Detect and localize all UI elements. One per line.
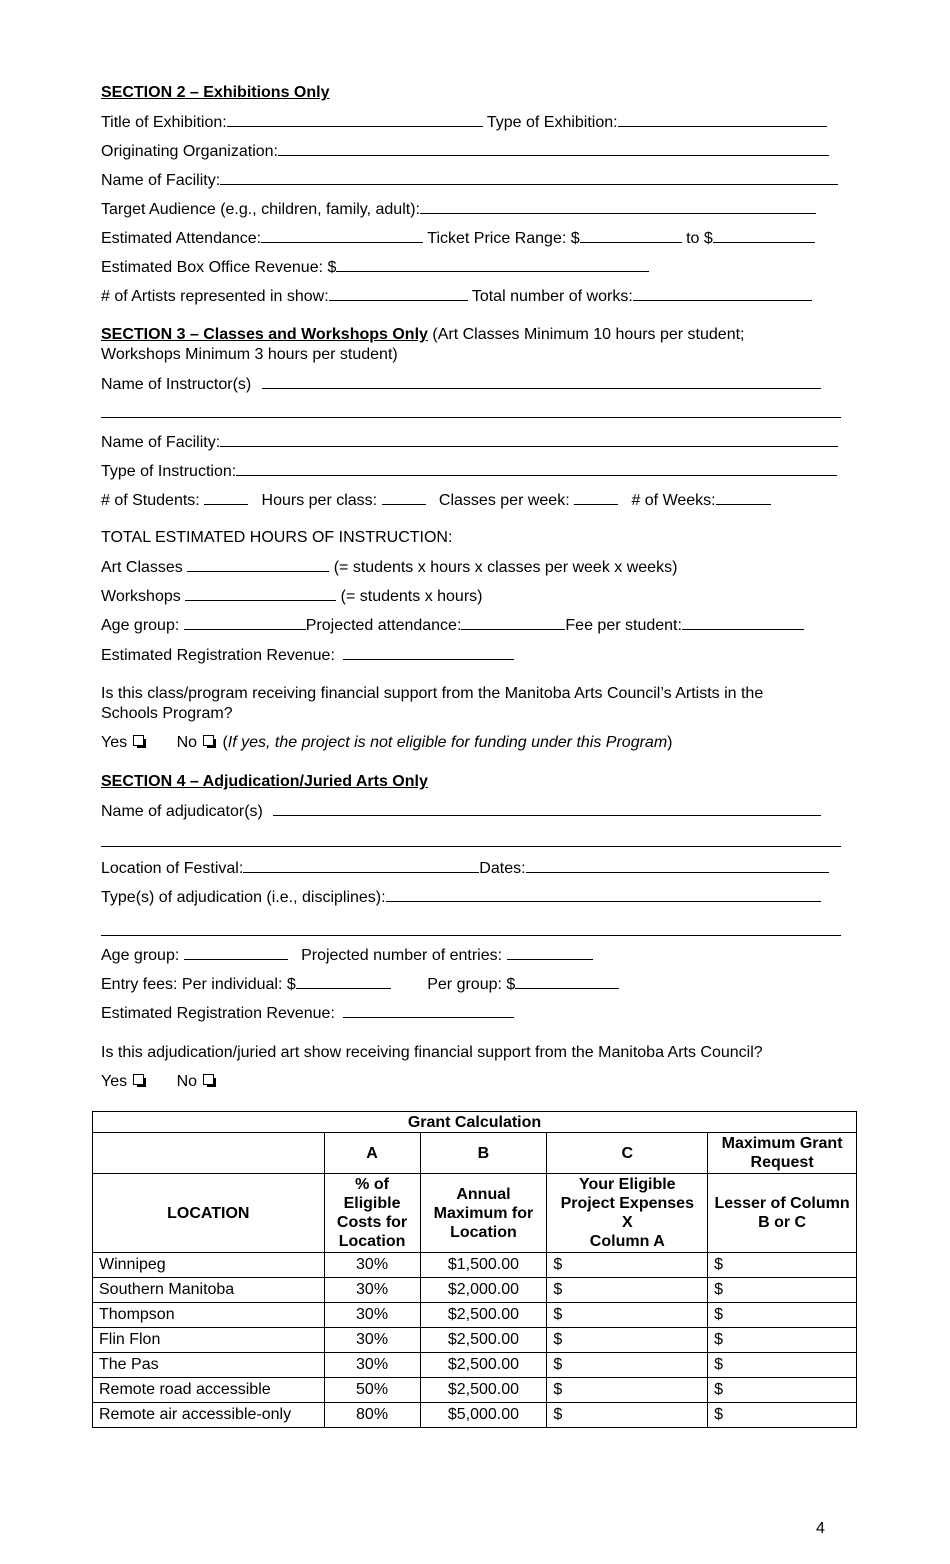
percent-cell: 30% — [324, 1253, 420, 1278]
dates-label: Dates: — [479, 860, 526, 877]
attendance-label: Estimated Attendance: — [101, 230, 262, 247]
blank-header-cell — [93, 1133, 325, 1174]
audience-row — [101, 199, 816, 220]
adjudication-types-extra-line[interactable] — [101, 935, 841, 936]
class-yes-checkbox[interactable] — [133, 735, 144, 746]
art-classes-row — [101, 557, 677, 578]
class-age-field[interactable] — [184, 615, 306, 630]
artists-label: # of Artists represented in show: — [101, 288, 329, 305]
adjudication-revenue-field[interactable] — [343, 1003, 514, 1018]
col-b-letter: B — [420, 1133, 547, 1174]
entries-row — [101, 945, 593, 966]
section3-note-1: (Art Classes Minimum 10 hours per student; — [427, 326, 745, 343]
request-cell[interactable]: $ — [708, 1328, 857, 1353]
col-c-header-line-1: Your Eligible Project Expenses — [560, 1176, 694, 1212]
annual-max-cell: $2,500.00 — [420, 1353, 547, 1378]
adjudication-yes-checkbox[interactable] — [133, 1074, 144, 1085]
percent-cell: 80% — [324, 1403, 420, 1428]
col-c-header-line-2: X — [621, 1214, 633, 1231]
instructor-label: Name of Instructor(s) — [101, 376, 252, 393]
entry-fees-row — [101, 974, 619, 995]
class-facility-row — [101, 432, 838, 453]
location-cell: Remote air accessible-only — [93, 1403, 325, 1428]
classes-field[interactable] — [574, 490, 618, 505]
individual-fee-field[interactable] — [296, 974, 391, 989]
exhibition-title-label: Title of Exhibition: — [101, 114, 227, 131]
expenses-cell[interactable]: $ — [547, 1353, 708, 1378]
box-office-field[interactable] — [336, 257, 649, 272]
request-cell[interactable]: $ — [708, 1353, 857, 1378]
ticket-to-label: to $ — [686, 230, 713, 247]
exhibition-facility-label: Name of Facility: — [101, 172, 221, 189]
expenses-cell[interactable]: $ — [547, 1278, 708, 1303]
adjudication-types-label: Type(s) of adjudication (i.e., disciplines): — [101, 889, 386, 906]
request-cell[interactable]: $ — [708, 1303, 857, 1328]
adjudication-question: Is this adjudication/juried art show receiving financial support from the Manitoba Arts Council? — [101, 1044, 763, 1061]
expenses-cell[interactable]: $ — [547, 1328, 708, 1353]
fee-label: Fee per student: — [565, 617, 682, 634]
col-b-header: Annual Maximum for Location — [420, 1174, 547, 1253]
box-office-label: Estimated Box Office Revenue: $ — [101, 259, 337, 276]
group-fee-label: Per group: $ — [427, 976, 516, 993]
table-row — [93, 1278, 857, 1303]
max-grant-header: Maximum Grant Request — [708, 1133, 857, 1174]
section3-heading: SECTION 3 – Classes and Workshops Only — [101, 326, 428, 343]
class-no-checkbox[interactable] — [203, 735, 214, 746]
class-question-2: Schools Program? — [101, 705, 233, 722]
instructor-extra-line[interactable] — [101, 417, 841, 418]
class-no-label: No — [176, 734, 198, 751]
col-c-header — [547, 1174, 708, 1253]
class-yes-label: Yes — [101, 734, 128, 751]
location-cell: Remote road accessible — [93, 1378, 325, 1403]
location-header: LOCATION — [93, 1174, 325, 1253]
table-row — [93, 1328, 857, 1353]
request-cell[interactable]: $ — [708, 1278, 857, 1303]
projected-attendance-label: Projected attendance: — [305, 617, 462, 634]
request-cell[interactable]: $ — [708, 1403, 857, 1428]
annual-max-cell: $1,500.00 — [420, 1253, 547, 1278]
adjudicator-field[interactable] — [273, 801, 821, 816]
location-cell: Southern Manitoba — [93, 1278, 325, 1303]
art-classes-label: Art Classes — [101, 559, 183, 576]
students-row — [101, 490, 771, 511]
festival-location-field[interactable] — [243, 858, 479, 873]
adjudicator-extra-line[interactable] — [101, 846, 841, 847]
location-cell: Flin Flon — [93, 1328, 325, 1353]
adjudication-types-row — [101, 887, 821, 908]
class-note-text: If yes, the project is not eligible for funding under this Program — [227, 734, 668, 751]
hours-label: Hours per class: — [261, 492, 378, 509]
section3-note-2: Workshops Minimum 3 hours per student) — [101, 346, 398, 363]
class-facility-label: Name of Facility: — [101, 434, 221, 451]
class-revenue-field[interactable] — [343, 645, 514, 660]
exhibition-facility-row — [101, 170, 838, 191]
table-row — [93, 1353, 857, 1378]
section2-heading: SECTION 2 – Exhibitions Only — [101, 84, 330, 101]
total-hours-label: TOTAL ESTIMATED HOURS OF INSTRUCTION: — [101, 529, 453, 546]
instructor-row — [101, 374, 821, 395]
attendance-field[interactable] — [261, 228, 423, 243]
adjudicator-label: Name of adjudicator(s) — [101, 803, 263, 820]
exhibition-facility-field[interactable] — [220, 170, 838, 185]
col-c-header-line-3: Column A — [589, 1233, 665, 1250]
artists-field[interactable] — [329, 286, 468, 301]
page-number: 4 — [816, 1520, 825, 1537]
artists-row — [101, 286, 812, 307]
class-note-close: ) — [667, 734, 673, 751]
adjudication-yes-label: Yes — [101, 1073, 128, 1090]
instruction-label: Type of Instruction: — [101, 463, 237, 480]
weeks-label: # of Weeks: — [631, 492, 716, 509]
exhibition-type-label: Type of Exhibition: — [486, 114, 618, 131]
festival-location-row — [101, 858, 829, 879]
percent-cell: 50% — [324, 1378, 420, 1403]
expenses-cell[interactable]: $ — [547, 1378, 708, 1403]
request-cell[interactable]: $ — [708, 1378, 857, 1403]
col-a-header: % of Eligible Costs for Location — [324, 1174, 420, 1253]
table-row — [93, 1403, 857, 1428]
adjudicator-row — [101, 801, 821, 822]
ticket-max-field[interactable] — [713, 228, 815, 243]
location-cell: Winnipeg — [93, 1253, 325, 1278]
adjudication-no-checkbox[interactable] — [203, 1074, 214, 1085]
projected-attendance-field[interactable] — [461, 615, 565, 630]
adjudication-age-field[interactable] — [184, 945, 288, 960]
entries-field[interactable] — [507, 945, 593, 960]
adjudication-revenue-row — [101, 1003, 514, 1024]
group-fee-field[interactable] — [515, 974, 619, 989]
section4-heading: SECTION 4 – Adjudication/Juried Arts Only — [101, 773, 428, 790]
class-revenue-label: Estimated Registration Revenue: — [101, 647, 335, 664]
attendance-row — [101, 228, 815, 249]
fee-field[interactable] — [682, 615, 804, 630]
col-c-letter: C — [547, 1133, 708, 1174]
workshops-row — [101, 586, 482, 607]
percent-cell: 30% — [324, 1328, 420, 1353]
weeks-field[interactable] — [716, 490, 771, 505]
grant-letter-row — [93, 1133, 857, 1174]
adjudication-yes-no-row — [101, 1072, 214, 1092]
originating-label: Originating Organization: — [101, 143, 278, 160]
grant-table-title: Grant Calculation — [93, 1112, 857, 1133]
class-age-row — [101, 615, 804, 636]
class-question-1: Is this class/program receiving financial support from the Manitoba Arts Council’s Artists in the — [101, 685, 764, 702]
table-row — [93, 1253, 857, 1278]
workshops-formula: (= students x hours) — [340, 588, 483, 605]
expenses-cell[interactable]: $ — [547, 1253, 708, 1278]
exhibition-type-field[interactable] — [618, 112, 827, 127]
location-cell: The Pas — [93, 1353, 325, 1378]
workshops-field[interactable] — [185, 586, 336, 601]
originating-row — [101, 141, 829, 162]
hours-field[interactable] — [382, 490, 426, 505]
classes-label: Classes per week: — [438, 492, 570, 509]
percent-cell: 30% — [324, 1353, 420, 1378]
annual-max-cell: $2,500.00 — [420, 1328, 547, 1353]
entries-label: Projected number of entries: — [301, 947, 503, 964]
art-classes-formula: (= students x hours x classes per week x weeks) — [333, 559, 678, 576]
adjudication-types-field[interactable] — [386, 887, 821, 902]
table-row — [93, 1303, 857, 1328]
percent-cell: 30% — [324, 1303, 420, 1328]
request-cell[interactable]: $ — [708, 1253, 857, 1278]
students-label: # of Students: — [101, 492, 200, 509]
workshops-label: Workshops — [101, 588, 181, 605]
col-a-letter: A — [324, 1133, 420, 1174]
percent-cell: 30% — [324, 1278, 420, 1303]
annual-max-cell: $2,500.00 — [420, 1378, 547, 1403]
festival-location-label: Location of Festival: — [101, 860, 244, 877]
adjudication-no-label: No — [176, 1073, 198, 1090]
grant-title-row — [93, 1112, 857, 1133]
class-note-open: ( — [222, 734, 228, 751]
entry-fees-label: Entry fees: Per individual: $ — [101, 976, 296, 993]
works-field[interactable] — [633, 286, 812, 301]
audience-label: Target Audience (e.g., children, family, adult): — [101, 201, 420, 218]
grant-calculation-table — [92, 1111, 857, 1428]
students-field[interactable] — [204, 490, 248, 505]
class-facility-field[interactable] — [220, 432, 838, 447]
instruction-row — [101, 461, 837, 482]
adjudication-age-label: Age group: — [101, 947, 180, 964]
grant-column-header-row — [93, 1174, 857, 1253]
box-office-row — [101, 257, 649, 278]
art-classes-field[interactable] — [187, 557, 329, 572]
annual-max-cell: $2,500.00 — [420, 1303, 547, 1328]
table-row — [93, 1378, 857, 1403]
instructor-field[interactable] — [262, 374, 821, 389]
section3-heading-row — [101, 325, 744, 345]
class-revenue-row — [101, 645, 514, 666]
class-yes-no-row — [101, 733, 672, 753]
annual-max-cell: $2,000.00 — [420, 1278, 547, 1303]
adjudication-revenue-label: Estimated Registration Revenue: — [101, 1005, 335, 1022]
originating-field[interactable] — [278, 141, 829, 156]
location-cell: Thompson — [93, 1303, 325, 1328]
annual-max-cell: $5,000.00 — [420, 1403, 547, 1428]
class-age-label: Age group: — [101, 617, 180, 634]
expenses-cell[interactable]: $ — [547, 1403, 708, 1428]
ticket-min-field[interactable] — [580, 228, 682, 243]
exhibition-title-row — [101, 112, 827, 133]
expenses-cell[interactable]: $ — [547, 1303, 708, 1328]
exhibition-title-field[interactable] — [227, 112, 483, 127]
instruction-field[interactable] — [236, 461, 837, 476]
works-label: Total number of works: — [471, 288, 633, 305]
ticket-label: Ticket Price Range: $ — [427, 230, 580, 247]
audience-field[interactable] — [420, 199, 816, 214]
lesser-header: Lesser of Column B or C — [708, 1174, 857, 1253]
dates-field[interactable] — [526, 858, 829, 873]
